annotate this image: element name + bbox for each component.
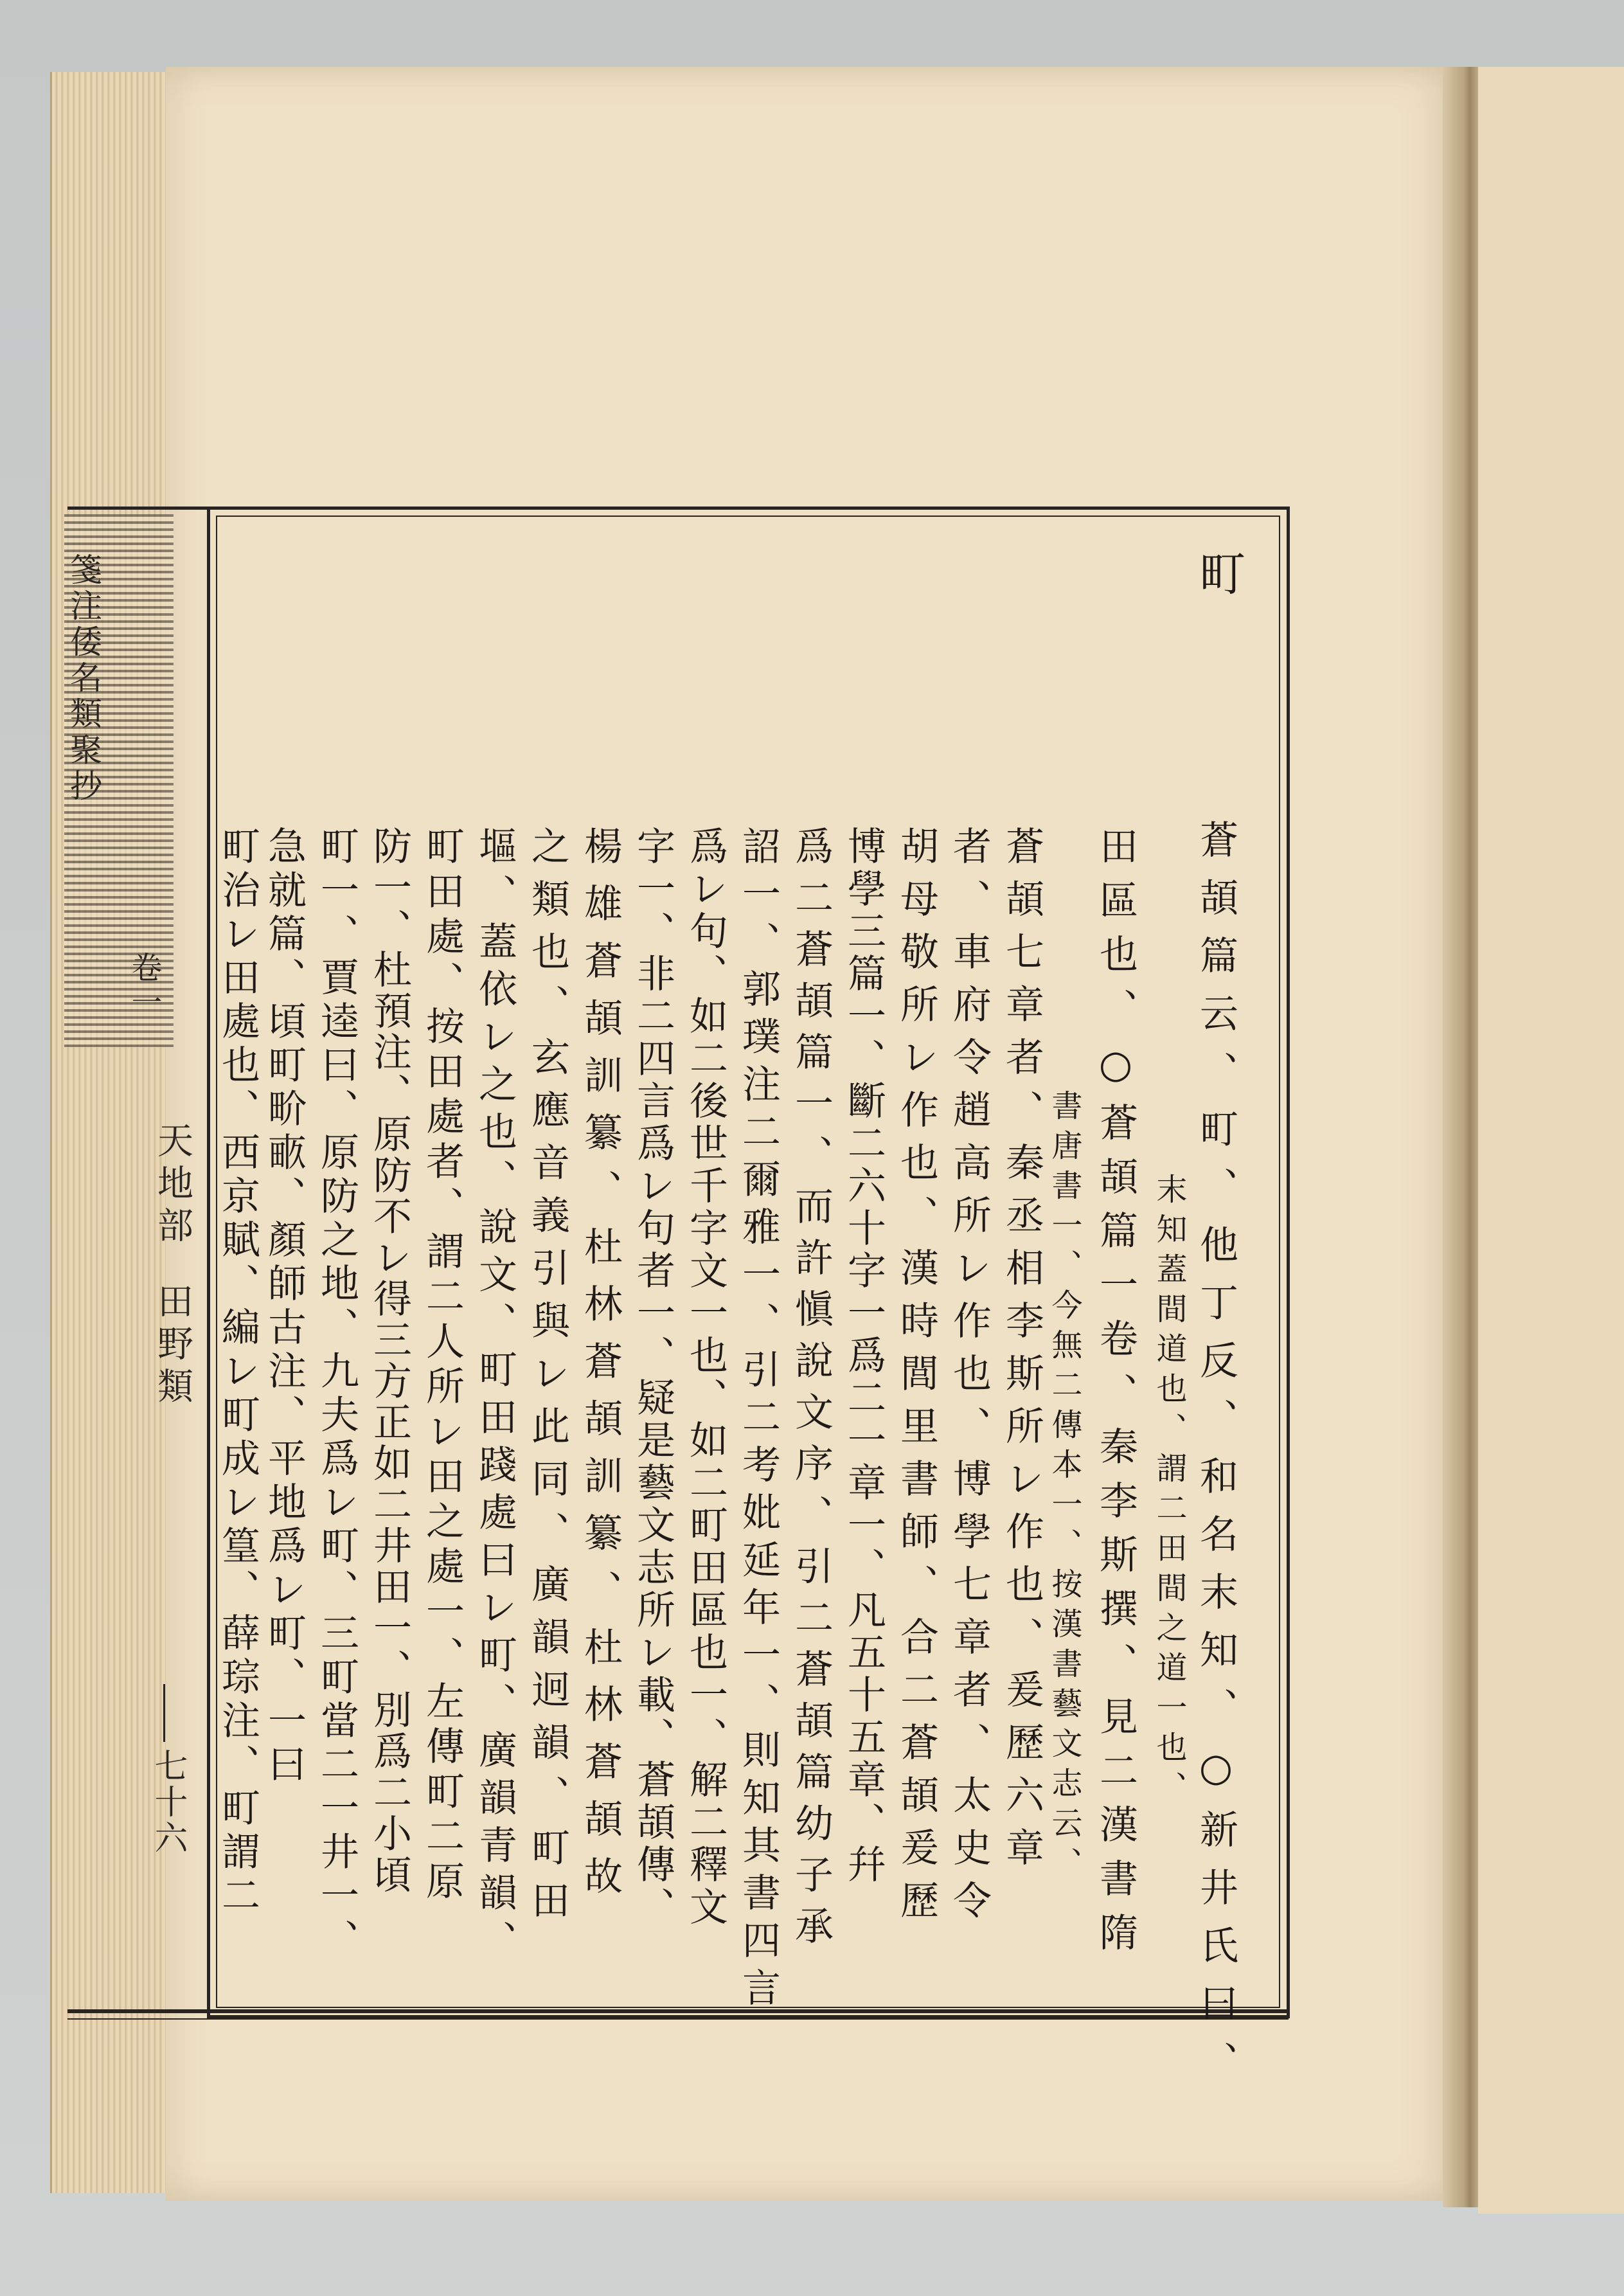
- text-column-11: 爲レ句、如二後世千字文一也、如二町田區也一、解二釋文: [683, 826, 728, 1929]
- text-column-19: 急就篇、頃町畍畞、顏師古注、平地爲レ町、一曰: [262, 826, 307, 1788]
- text-column-1: 蒼頡篇云、町、他丁反、和名末知、○新井氏曰、: [1193, 820, 1238, 2099]
- text-column-4: 書唐書一、今無二傳本一、按漢書藝文志云、: [1046, 1090, 1082, 1887]
- entry-heading: 町: [1191, 550, 1245, 601]
- text-column-20: 町治レ田處也、西京賦、編レ町成レ篁、薛琮注、町謂二: [215, 826, 260, 1919]
- text-column-8: 博學三篇一、斷二六十字一爲二一章一、凡五十五章、幷: [841, 826, 886, 1887]
- text-column-2: 末知蓋間道也、謂二田間之道一也、: [1151, 1173, 1187, 1811]
- category-label: 田野類: [152, 1282, 193, 1410]
- text-column-7: 胡母敬所レ作也、漢時閭里書師、合二蒼頡爰歷: [894, 826, 939, 1933]
- text-column-12: 字一、非二四言爲レ句者一、疑是藝文志所レ載、蒼頡傳、: [630, 826, 675, 1929]
- text-column-17: 防一、杜預注、原防不レ得三方正如二井田一、別爲二小頃: [367, 826, 412, 1896]
- text-column-5: 蒼頡七章者、秦丞相李斯所レ作也、爰歷六章: [999, 826, 1044, 1880]
- text-column-10: 詔一、郭璞注二爾雅一、引二考妣延年一、則知其書四言: [736, 826, 781, 2015]
- text-column-14: 之類也、玄應音義引與レ此同、廣韻迥韻、町田: [525, 826, 570, 1933]
- page-number: 七十六: [148, 1748, 187, 1856]
- text-column-16: 町田處、按田處者、謂二人所レ田之處一、左傳町二原: [420, 826, 465, 1906]
- text-column-18: 町一、賈逵曰、原防之地、九夫爲レ町、三町當二一井一、: [314, 826, 359, 1962]
- page-number-rule: [163, 1684, 165, 1742]
- text-column-3: 田區也、○蒼頡篇一卷、秦李斯撰、見二漢書隋: [1093, 826, 1138, 1966]
- volume-label: 卷一: [126, 951, 162, 1021]
- text-column-13: 楊雄蒼頡訓纂、杜林蒼頡訓纂、杜林蒼頡故: [578, 826, 623, 1913]
- text-column-9: 爲二蒼頡篇一、而許愼說文序、引二蒼頡篇幼子承: [789, 826, 834, 1957]
- running-title: 箋注倭名類聚抄: [65, 553, 102, 805]
- text-column-6: 者、車府令趙高所レ作也、博學七章者、太史令: [947, 826, 992, 1933]
- section-label: 天地部: [152, 1122, 193, 1249]
- book-gutter: [1443, 67, 1481, 2207]
- bottom-rule: [67, 2009, 1289, 2013]
- top-rule: [67, 507, 209, 510]
- bottom-rule-thin: [67, 2018, 1289, 2020]
- text-column-15: 塸、蓋依レ之也、說文、町田踐處曰レ町、廣韻青韻、: [472, 826, 517, 1968]
- facing-page: [1478, 67, 1624, 2214]
